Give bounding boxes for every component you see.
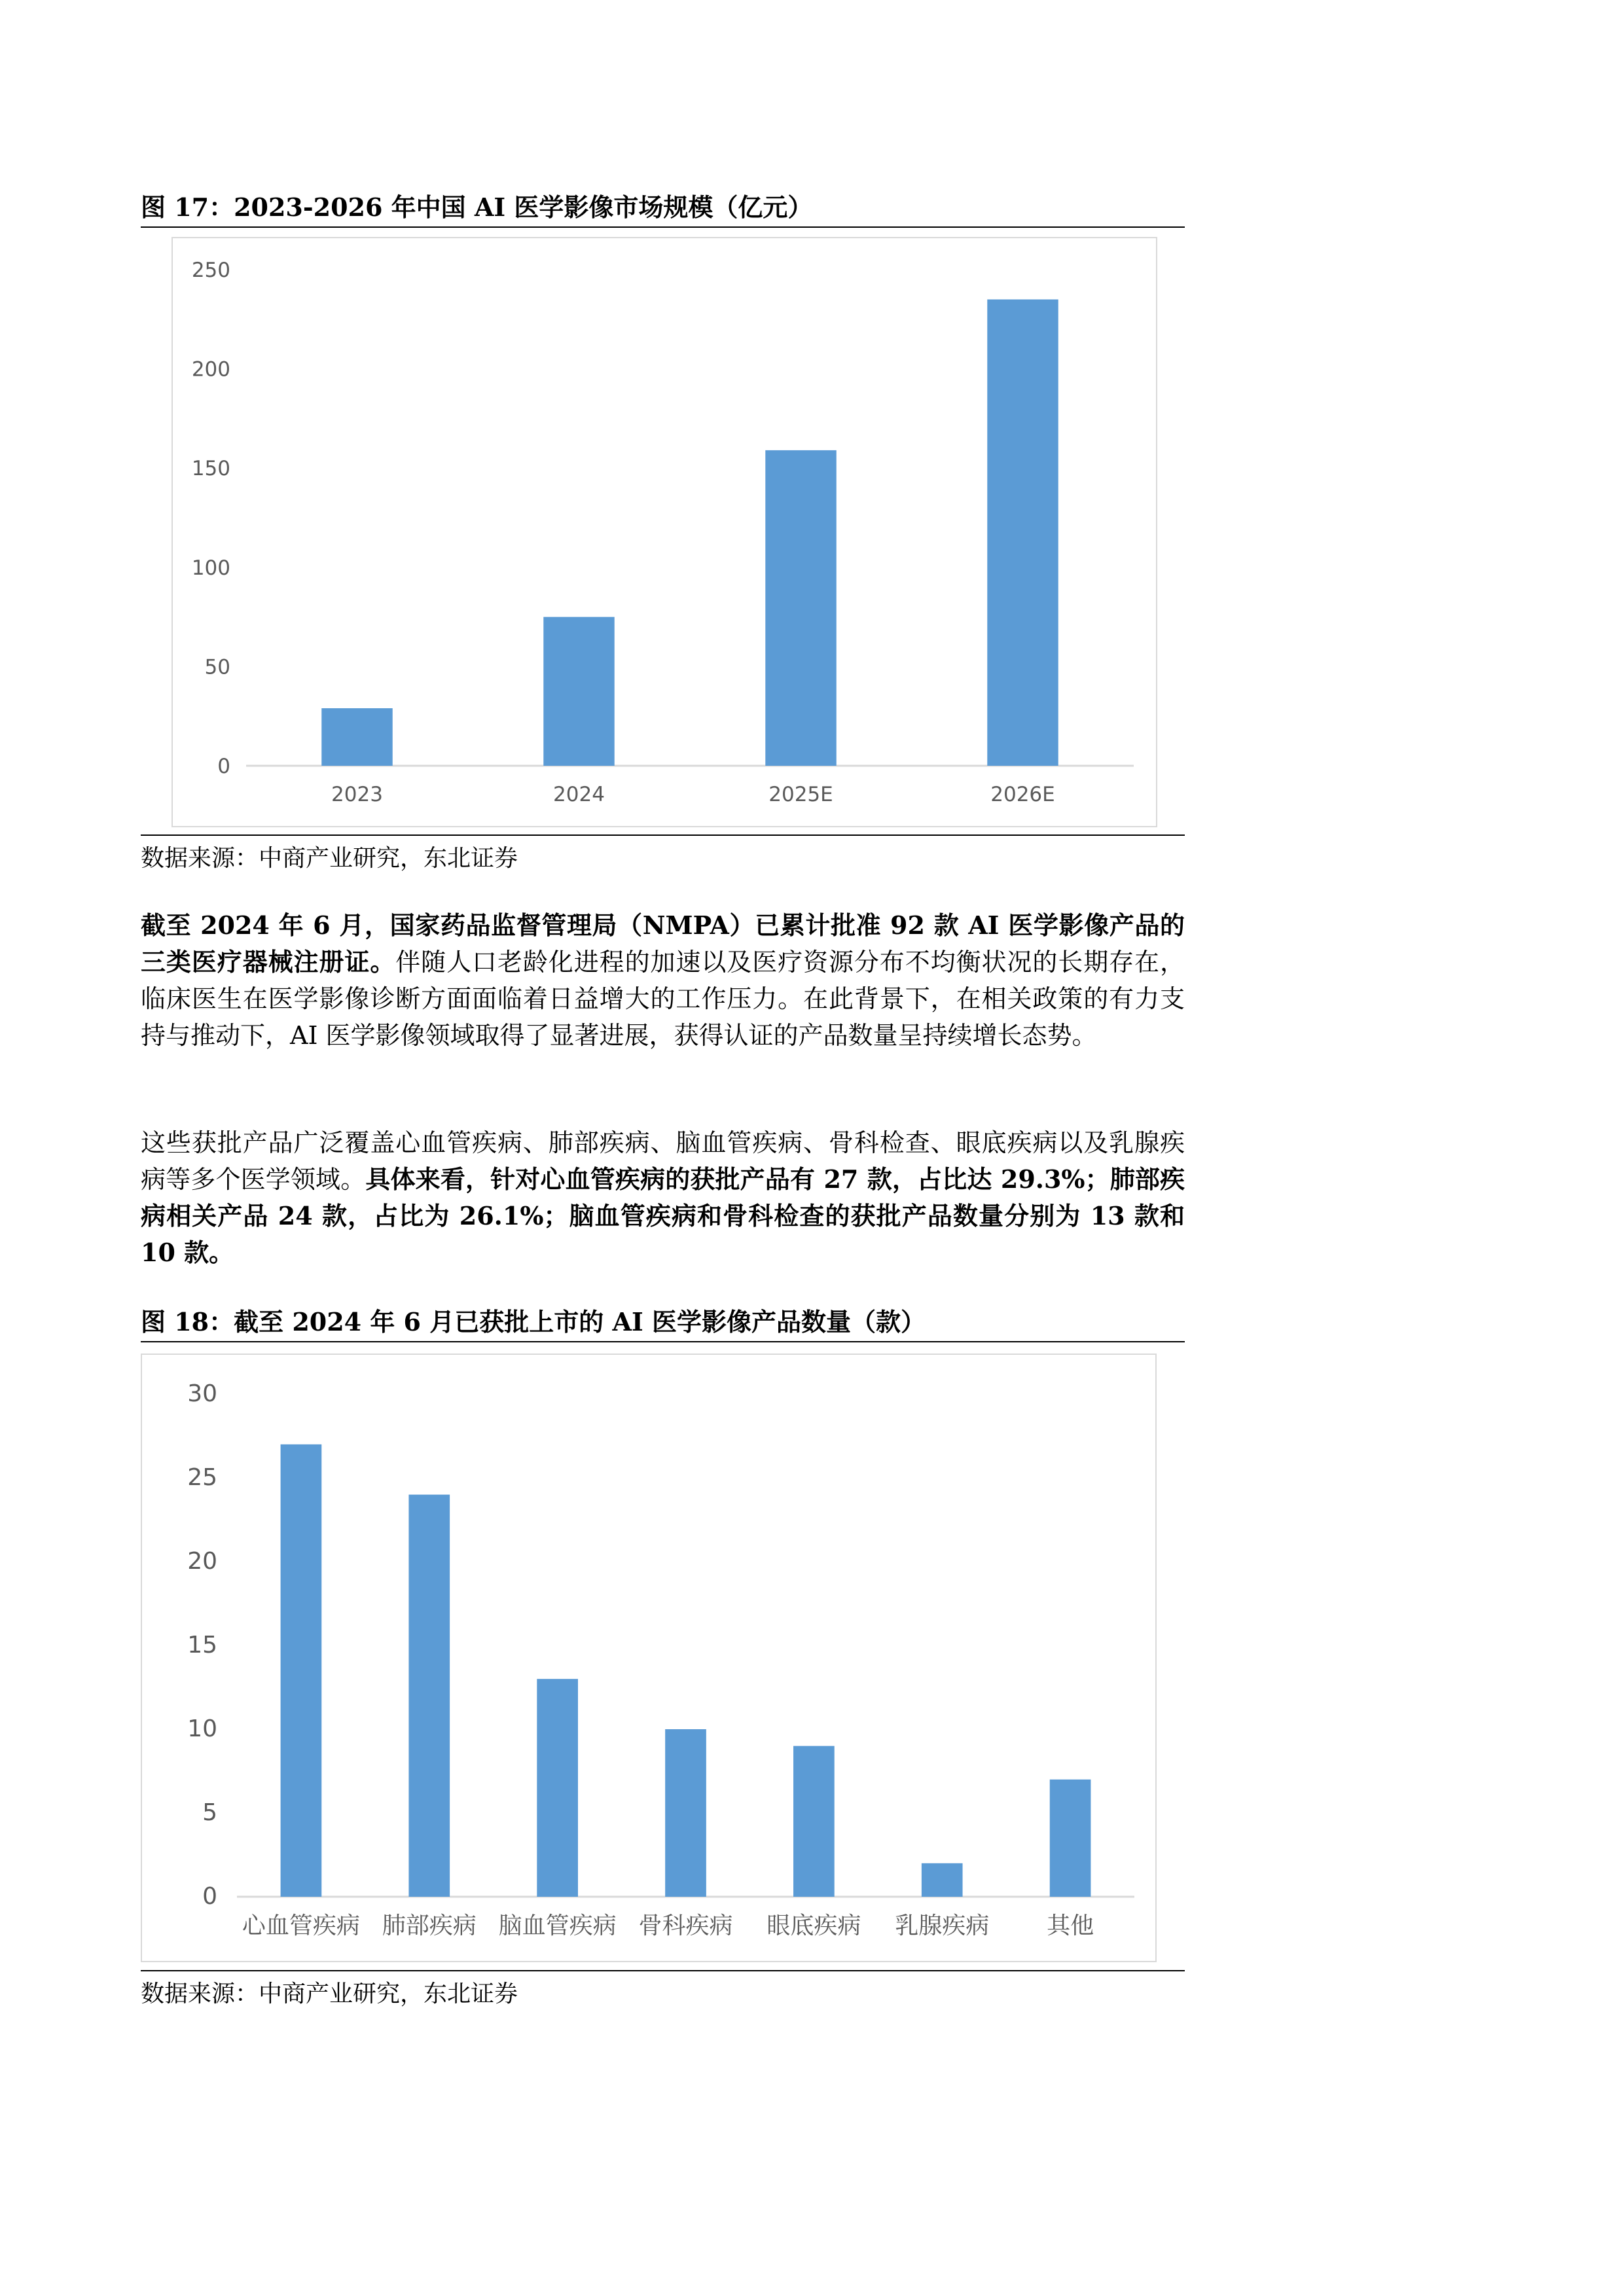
paragraph-2-text: 这些获批产品广泛覆盖心血管疾病、肺部疾病、脑血管疾病、骨科检查、眼底疾病以及乳腺疾病等多个医学领域。 [141, 1128, 1185, 1194]
paragraph-1 [141, 907, 1185, 1054]
y-tick-label: 10 [187, 1715, 217, 1742]
bar [765, 450, 836, 766]
x-tick-label: 肺部疾病 [382, 1912, 477, 1939]
x-tick-label: 眼底疾病 [767, 1912, 861, 1939]
x-tick-label: 脑血管疾病 [498, 1912, 617, 1939]
x-tick-label: 2025E [768, 783, 833, 806]
x-tick-label: 乳腺疾病 [895, 1912, 990, 1939]
bar [665, 1729, 706, 1897]
paragraph-2-bold: 具体来看，针对心血管疾病的获批产品有 27 款，占比达 29.3%；肺部疾病相关产品 24 款，占比为 26.1%；脑血管疾病和骨科检查的获批产品数量分别为 13 款和 10 款。 [141, 1164, 1185, 1267]
paragraph-2 [141, 1124, 1185, 1271]
x-tick-label: 2026E [990, 783, 1055, 806]
y-tick-label: 250 [191, 259, 230, 282]
figure-18-title: 图 18：截至 2024 年 6 月已获批上市的 AI 医学影像产品数量（款） [141, 1306, 1185, 1342]
y-tick-label: 30 [187, 1380, 217, 1407]
y-tick-label: 150 [191, 457, 230, 481]
figure-17-source: 数据来源：中商产业研究，东北证券 [141, 834, 1185, 875]
y-tick-label: 100 [191, 556, 230, 580]
y-tick-label: 15 [187, 1632, 217, 1659]
y-tick-label: 50 [204, 655, 230, 679]
chart-18-svg [141, 1354, 1157, 1962]
bar [1050, 1780, 1091, 1897]
y-tick-label: 200 [191, 357, 230, 382]
x-tick-label: 心血管疾病 [242, 1912, 360, 1939]
paragraph-1-text: 伴随人口老龄化进程的加速以及医疗资源分布不均衡状况的长期存在，临床医生在医学影像诊断方面面临着日益增大的工作压力。在此背景下，在相关政策的有力支持与推动下，AI 医学影像领域取得了显著进展，获得认证的产品数量呈持续增长态势。 [141, 948, 1185, 1050]
figure-18-source: 数据来源：中商产业研究，东北证券 [141, 1970, 1185, 2011]
x-tick-label: 2024 [553, 783, 605, 806]
y-tick-label: 0 [202, 1883, 217, 1910]
x-tick-label: 2023 [331, 783, 383, 806]
bar [537, 1679, 578, 1897]
bar [543, 617, 614, 766]
figure-17-title: 图 17：2023-2026 年中国 AI 医学影像市场规模（亿元） [141, 191, 1185, 228]
bar [321, 708, 392, 766]
paragraph-1-bold: 截至 2024 年 6 月，国家药品监督管理局（NMPA）已累计批准 92 款 AI 医学影像产品的三类医疗器械注册证。 [141, 910, 1185, 977]
bar [987, 299, 1058, 766]
chart-17-svg [171, 237, 1157, 827]
y-tick-label: 5 [202, 1799, 217, 1826]
bar [281, 1444, 322, 1897]
bar [922, 1863, 963, 1897]
chart-17 [171, 237, 1157, 827]
y-tick-label: 20 [187, 1548, 217, 1575]
y-tick-label: 25 [187, 1464, 217, 1491]
y-tick-label: 0 [217, 755, 230, 778]
bar [408, 1495, 450, 1897]
x-tick-label: 骨科疾病 [638, 1912, 733, 1939]
x-tick-label: 其他 [1047, 1912, 1094, 1939]
bar [793, 1746, 835, 1897]
chart-18 [141, 1354, 1157, 1962]
